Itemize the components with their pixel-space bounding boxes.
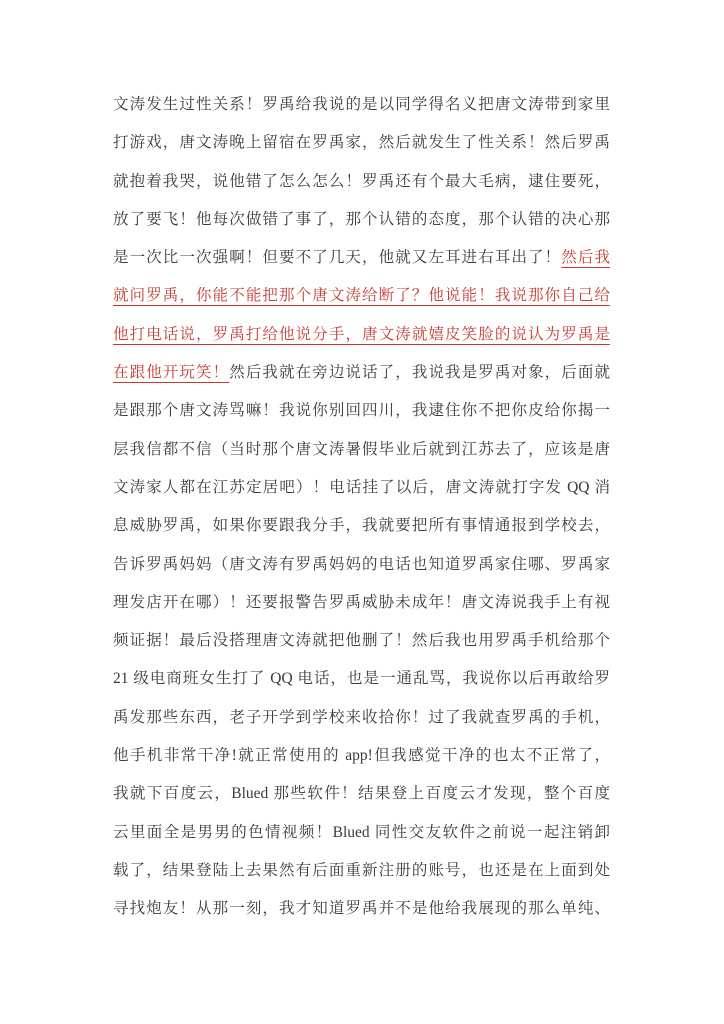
text-segment: 放了要飞！他每次做错了事了，那个认错的态度，那个认错的决心那 — [113, 210, 610, 228]
text-line — [113, 469, 610, 507]
text-line — [113, 622, 610, 660]
text-segment: 打游戏，唐文涛晚上留宿在罗禹家，然后就发生了性关系！然后罗禹 — [113, 134, 610, 152]
text-segment: 频证据！最后没搭理唐文涛就把他删了！然后我也用罗禹手机给那个 — [113, 632, 610, 650]
text-segment: 寻找炮友！从那一刻，我才知道罗禹并不是他给我展现的那么单纯、 — [113, 900, 610, 918]
text-segment: 载了，结果登陆上去果然有后面重新注册的账号，也还是在上面到处 — [113, 861, 610, 879]
text-line — [113, 86, 610, 124]
text-segment: 息威胁罗禹，如果你要跟我分手，我就要把所有事情通报到学校去， — [113, 517, 610, 535]
text-segment: 是一次比一次强啊！但要不了几天，他就又左耳进右耳出了！ — [113, 249, 562, 267]
text-line — [113, 201, 610, 239]
text-line — [113, 163, 610, 201]
text-line — [113, 316, 610, 354]
text-segment: 他手机非常干净!就正常使用的 app!但我感觉干净的也太不正常了， — [113, 747, 610, 765]
text-line — [113, 699, 610, 737]
text-line — [113, 584, 610, 622]
highlighted-text-segment: 然后我 — [561, 249, 610, 267]
text-segment: 云里面全是男男的色情视频！Blued 同性交友软件之前说一起注销卸 — [113, 823, 610, 841]
text-line — [113, 814, 610, 852]
text-segment: 告诉罗禹妈妈（唐文涛有罗禹妈妈的电话也知道罗禹家住哪、罗禹家 — [113, 555, 610, 573]
text-segment: 文涛发生过性关系！罗禹给我说的是以同学得名义把唐文涛带到家里 — [113, 96, 610, 113]
text-segment: 我就下百度云，Blued 那些软件！结果登上百度云才发现，整个百度 — [113, 785, 610, 803]
text-segment: 就抱着我哭，说他错了怎么怎么！罗禹还有个最大毛病，逮住要死， — [113, 172, 610, 190]
text-line — [113, 890, 610, 928]
highlighted-text-segment: 就问罗禹，你能不能把那个唐文涛给断了？他说能！我说那你自己给 — [113, 287, 610, 305]
text-segment: 层我信都不信（当时那个唐文涛暑假毕业后就到江苏去了，应该是唐 — [113, 440, 610, 458]
highlighted-text-segment: 在跟他开玩笑！ — [113, 364, 230, 382]
text-line — [113, 507, 610, 545]
text-segment: 然后我就在旁边说话了，我说我是罗禹对象，后面就 — [229, 364, 610, 382]
text-line — [113, 277, 610, 315]
text-line — [113, 852, 610, 890]
text-segment: 文涛家人都在江苏定居吧）！电话挂了以后，唐文涛就打字发 QQ 消 — [113, 478, 610, 496]
text-line — [113, 239, 610, 277]
text-line — [113, 124, 610, 162]
text-line — [113, 354, 610, 392]
text-segment: 21 级电商班女生打了 QQ 电话，也是一通乱骂，我说你以后再敢给罗 — [113, 670, 610, 688]
text-line — [113, 546, 610, 584]
text-line — [113, 660, 610, 698]
text-segment: 禹发那些东西，老子开学到学校来收拾你！过了我就查罗禹的手机， — [113, 708, 610, 726]
text-segment: 是跟那个唐文涛骂嘛！我说你别回四川，我逮住你不把你皮给你揭一 — [113, 402, 610, 420]
text-line — [113, 392, 610, 430]
text-line — [113, 431, 610, 469]
highlighted-text-segment: 他打电话说，罗禹打给他说分手，唐文涛就嬉皮笑脸的说认为罗禹是 — [113, 325, 610, 343]
text-segment: 理发店开在哪）！还要报警告罗禹威胁未成年！唐文涛说我手上有视 — [113, 593, 610, 611]
paragraph-text-block — [113, 86, 610, 929]
text-line — [113, 737, 610, 775]
text-line — [113, 775, 610, 813]
